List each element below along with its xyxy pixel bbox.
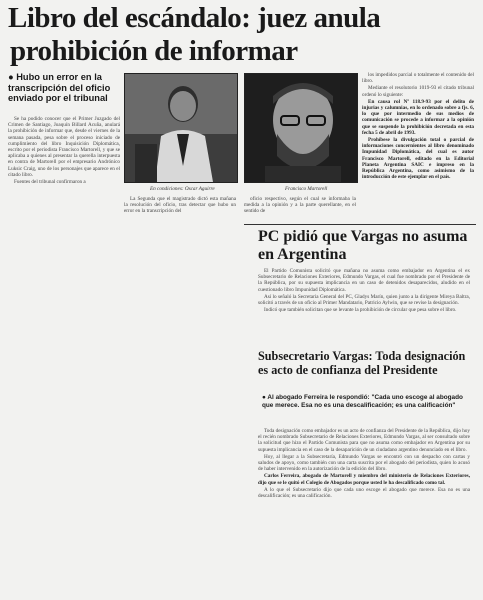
- pc-story-title: PC pidió que Vargas no asuma en Argentina: [258, 228, 468, 263]
- lead-deck: ● Hubo un error en la transcripción del oficio enviado por el tribunal: [8, 72, 111, 103]
- vargas-story-p3: Carlos Ferreira, abogado de Martorell y miembro del ministerio de Relaciones Exteriores, dijo que se le quitó el Colegio de Abogados porque usted le ha descalificado como tal.: [258, 473, 470, 486]
- vargas-story-p1: Toda designación como embajador es un acto de confianza del Presidente de la República, dijo hoy el recién nombrado Subsecretario de Relaciones Exteriores, Edmundo Vargas, al ser consultado sobre la solicitud que hizo el Partido Comunista para que no asuma como embajador en Argentina por su supuesta implicancia en el caso de la desaparición de un ciudadano argentino denunciado en el libro.: [258, 428, 470, 453]
- lead-col3-p1: oficio respectivo, según el cual se informaba la medida a la opinión y a la parte querellante, en el sentido de: [244, 196, 356, 215]
- lead-col1-p2: Fuentes del tribunal confirmaron a: [14, 179, 86, 186]
- lead-col4-p1: los impedidos parcial o totalmente el contenido del libro.: [362, 72, 474, 85]
- pc-story-p3: Indicó que también solicitan que se levante la prohibición de circular que pesa sobre el libro.: [264, 307, 457, 314]
- vargas-story-p2: Hoy, al llegar a la Subsecretaría, Edmundo Vargas se encontró con un despacho con cartas y saludos de apoyo, como también con una carta suscrita por el abogado del periodista, quien lo acusó de haber intervenido en la autorización de la edición del libro.: [258, 453, 470, 473]
- man-portrait-icon: [125, 74, 237, 182]
- bearded-man-portrait-icon: [245, 74, 357, 182]
- pc-story-p1: El Partido Comunista solicitó que mañana no asuma como embajador en Argentina el ex Subsecretario de Relaciones Exteriores, Edmundo Vargas, el cual fue nombrado por el Presidente de la República, por su supuesta implicancia en un caso de detenidos desaparecidos, aludido en el cuestionado libro Impunidad Diplomática.: [258, 268, 470, 293]
- pc-story-body: [258, 268, 470, 346]
- lead-column-3: [244, 196, 356, 224]
- lead-col1-p1: Se ha podido conocer que el Primer Juzgado del Crimen de Santiago, Joaquín Billard Acuña, anulará la prohibición de informar que, desde el viernes de la semana pasada, pesa sobre el proceso iniciado de cumplimiento del libro Inquisición Diplomática, escrito por el periodista Francisco Martorell, y que se aplicaba a quienes al presentar la querella interpuesta en contra de Martorell por el empresario Andrónico Luksic Craig, uno de los personajes que aparece en el citado libro.: [8, 116, 120, 178]
- vargas-story-title: Subsecretario Vargas: Toda designación es acto de confianza del Presidente: [258, 349, 466, 377]
- lead-col4-p4: Prohíbese la divulgación total o parcial de informaciones concernientes al libro denominado Impunidad Diplomática, del cual es autor Francisco Martorell, editado en la Editorial Planeta Argentina SAIC e impreso en la República Argentina, como asimismo de la introducción de este ejemplar en el país.: [362, 137, 474, 181]
- vargas-story-p4: A lo que el Subsecretario dijo que cada uno escoge el abogado que merece. Esa no es una descalificación; es una calificación.: [258, 486, 470, 500]
- vargas-story-deck: ● Al abogado Ferreira le respondió: "Cada uno escoge al abogado que merece. Esa no es una descalificación; es una calificación": [262, 394, 463, 409]
- lead-col4-p3: En causa rol Nº 118.9-93 por el delito de injurias y calumnias, en lo ordenado sobre a fjs. 6, lo que por intermedio de sus medios de comunicación se procede a informar a la opinión que se suspende la prohibición decretada en esta fecha 5 de abril de 1993.: [362, 98, 474, 136]
- lead-col4-p2: Mediante el resolutorio 1019-93 el citado tribunal ordenó lo siguiente:: [362, 85, 474, 98]
- photo1-caption: En condiciones: Oscar Aguirre: [150, 186, 215, 192]
- photo2-caption: Francisco Martorell: [285, 186, 328, 192]
- pc-story-p2: Así lo señaló la Secretaria General del PC, Gladys Marín, quien junto a la dirigente Mireya Baltra, solicitó a través de un oficio al Primer Mandatario, Patricio Aylwin, que se revise la designación.: [258, 293, 470, 307]
- vargas-story-body: [258, 428, 470, 596]
- lead-col2-p1: La Segunda que el magistrado dictó esta mañana la resolución del oficio, tras detectar que hubo un error en la transcripción del: [124, 196, 236, 215]
- headline-line-1: Libro del escándalo: juez anula: [8, 2, 381, 34]
- lead-column-2: [124, 196, 236, 224]
- headline-line-2: prohibición de informar: [10, 35, 298, 67]
- section-divider: [244, 224, 476, 225]
- photo-oscar-aguirre: [124, 73, 238, 183]
- lead-column-4: [362, 72, 474, 222]
- lead-column-1: [8, 116, 120, 224]
- photo-francisco-martorell: [244, 73, 358, 183]
